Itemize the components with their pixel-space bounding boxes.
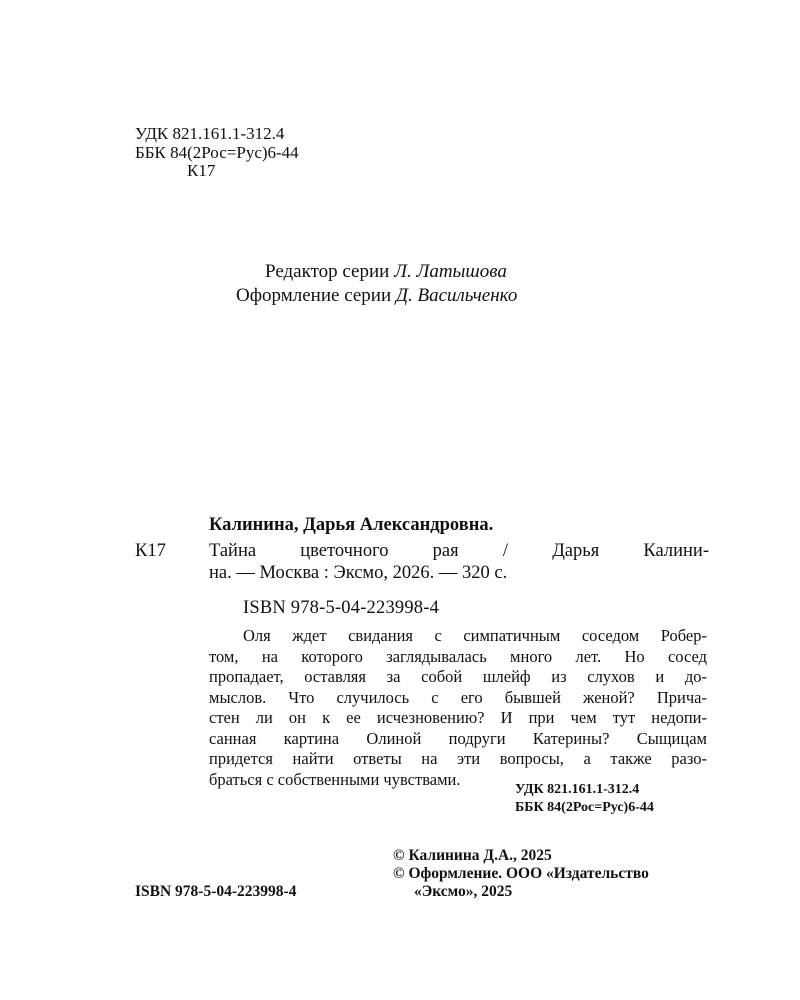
series-design-label: Оформление серии [236, 285, 392, 306]
card-annotation [209, 626, 707, 790]
bbk-code: ББК 84(2Рос=Рус)6-44 [135, 143, 299, 162]
annotation-line: придется найти ответы на эти вопросы, а также разо- [209, 749, 707, 768]
card-udk-code: УДК 821.161.1-312.4 [515, 782, 640, 797]
series-editor-label: Редактор серии [265, 261, 390, 282]
annotation-line: Оля ждет свидания с симпатичным соседом Робер- [243, 626, 707, 645]
udk-code: УДК 821.161.1-312.4 [135, 124, 285, 143]
author-code: К17 [187, 161, 216, 180]
card-bbk-code: ББК 84(2Рос=Рус)6-44 [515, 800, 654, 815]
copyright-design-line-1: © Оформление. ООО «Издательство [393, 865, 649, 882]
annotation-line: мыслов. Что случилось с его бывшей женой? Прича- [209, 687, 707, 707]
card-author-code: К17 [135, 541, 166, 561]
copyright-author: © Калинина Д.А., 2025 [393, 847, 552, 864]
annotation-line: браться с собственными чувствами. [209, 769, 461, 789]
card-title-line-2: на. — Москва : Эксмо, 2026. — 320 с. [209, 563, 508, 583]
annotation-line: том, на которого заглядывалась много лет. Но сосед [209, 646, 707, 666]
copyright-design-line-2: «Эксмо», 2025 [414, 883, 513, 900]
card-title-line-1: Тайна цветочного рая / Дарья Калини- [209, 541, 709, 561]
annotation-line: санная картина Олиной подруги Катерины? Сыщицам [209, 728, 707, 748]
annotation-line: пропадает, оставляя за собой шлейф из слухов и до- [209, 667, 707, 686]
series-editor-line [265, 261, 507, 283]
series-design-name: Д. Васильченко [395, 285, 518, 306]
series-design-line [236, 285, 517, 307]
card-author-heading: Калинина, Дарья Александровна. [209, 515, 494, 535]
card-isbn: ISBN 978-5-04-223998-4 [243, 598, 440, 618]
isbn-footer: ISBN 978-5-04-223998-4 [135, 883, 297, 900]
annotation-line: стен ли он к ее исчезновению? И при чем тут недопи- [209, 708, 707, 727]
series-editor-name: Л. Латышова [394, 261, 507, 282]
